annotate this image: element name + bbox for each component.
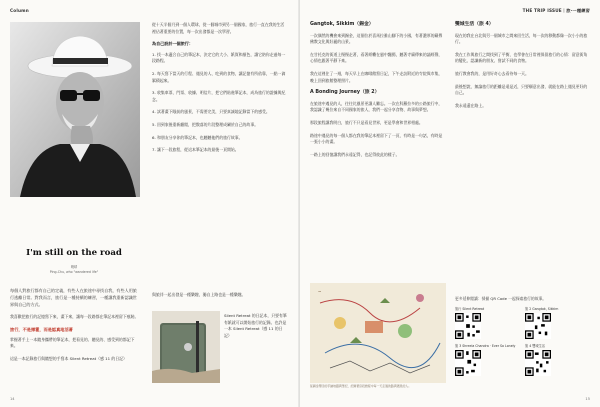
qr-item[interactable] — [455, 306, 515, 339]
body-column-2-bottom — [152, 292, 288, 305]
article-title: I'm still on the road — [26, 248, 122, 258]
list-heading: 為自己設計一個旅行： — [152, 41, 193, 47]
list-item: 7. 讓下一段旅程，從這本筆記本的最後一頁開始。 — [152, 147, 239, 153]
body-paragraph: 我在這裡住了一週，每天早上在咖啡館寫日記，下午走訪附近的寺院與市集，晚上回到旅館整理照片。 — [310, 70, 443, 83]
notebook-photo — [152, 311, 220, 383]
qr-item[interactable] — [525, 306, 585, 339]
body-paragraph: 旅行教會我的，是用好奇心去看待每一天。 — [455, 70, 529, 76]
list-item: 1. 找一本適合自己的筆記本，決定它的大小、紙質和顏色，讓它陪你走過每一段路程。 — [152, 51, 286, 64]
notebook-caption: Silent Retreat 的日記本，只要有筆有紙就可以開始旅行的記錄。也許是一本 Silent Retreat（感 11 的日記） — [224, 313, 287, 338]
page-number: 15 — [585, 397, 590, 401]
body-column-2 — [152, 22, 288, 160]
body-paragraph: 我永遠還在路上。 — [455, 102, 487, 108]
body-paragraph: 最後想說，無論旅行的距離是遠是近，只要願意出發，就能在路上遇見更好的自己。 — [455, 83, 588, 96]
body-paragraph: 一次偶然的機會來到錫金，這個位於喜馬拉雅山腳下的小國，有著濃厚的藏傳佛教文化與壯麗的山景。 — [310, 32, 443, 45]
body-column-4 — [455, 22, 591, 115]
pull-quote: 一路上的回憶讓我們永遠記得，也記得彼此的樣子。 — [310, 151, 400, 157]
list-item: 3. 收集車票、門票、收據、明信片，把它們貼進筆記本，成為旅行的證據與紀念。 — [152, 90, 286, 102]
portrait-photo — [10, 22, 140, 197]
body-paragraph: 我在工作與旅行之間找到了平衡，也學會在日常裡保留旅行的心情：留意街角的變化、認識新的朋友、嘗試不同的食物。 — [455, 51, 588, 64]
list-item: 2. 每天寫下當天的行程、遇見的人、吃到的食物，讓記憶有所依靠，一點一滴累積起來。 — [152, 70, 286, 83]
body-paragraph: 在甘托克的街道上慢慢走著，看著經幡在風中飄揚，聽著寺廟傳來的誦經聲，心情也跟著平靜下來。 — [310, 51, 443, 64]
qr-item[interactable] — [455, 343, 515, 376]
intro-paragraph: 我喜歡把旅行的記憶寫下來，畫下來，讓每一段路都在筆記本裡留下痕跡。 — [10, 314, 139, 320]
qr-code-icon[interactable] — [455, 350, 481, 376]
qr-label: 旅 2 Gangtok, Sikkim — [525, 307, 559, 311]
byline-note: Ping-Chu, who "wandered life" — [49, 269, 99, 274]
page-number: 14 — [10, 397, 15, 401]
list-item: 6. 和朋友分享你的筆記本，也聽聽他們的旅行故事。 — [152, 134, 243, 140]
body-paragraph: 那段旅程讓我明白，旅行不只是看見世界，更是學會和世界相處。 — [310, 119, 423, 125]
intro-paragraph: 每個人對旅行都有自己的定義，有些人在旅途中尋找自我，有些人用旅行逃離日常。對我而言，旅行是一種持續的練習，一種讓我重新認識世界與自己的方式。 — [10, 288, 137, 307]
qr-label: 旅行 Silent Retreat — [455, 307, 485, 311]
list-item: 5. 回到家後重新翻閱，把散落的片段整理成屬於自己的故事。 — [152, 121, 259, 127]
intro-column — [10, 288, 140, 368]
body-paragraph: 路途中遇見的每一個人都在我的筆記本裡留下了一頁，有時是一句話，有時是一張小小的畫。 — [310, 132, 443, 145]
subheading: 旅行，不是揮霍，而是認真地活著 — [10, 326, 73, 332]
qr-label: 旅 3 Shreela Chandra · Ever So Lonely — [455, 344, 516, 348]
qr-label: 旅 4 雙城生活 — [525, 344, 545, 348]
body-paragraph: 掌握著手上一本隨身攜帶的筆記本，把看見的、聽見的、感受到的都記下來。 — [10, 336, 135, 349]
body-paragraph: 現在的我在台北與另一個城市之間來回生活，每一次的移動都像一次小小的旅行。 — [455, 32, 588, 45]
right-page — [300, 0, 600, 407]
section-title: A Bonding Journey（旅 2） — [310, 90, 380, 96]
body-paragraph: 與旅伴一起出發是一種樂趣，獨自上路也是一種樂趣。 — [152, 292, 246, 297]
body-paragraph: 在旅途中遇見的人，往往比風景更讓人難忘。一次在科羅拉多的公路旅行中，我認識了幾位來自不同國家的旅人，我們一起分享食物、故事與夢想。 — [310, 100, 443, 113]
qr-code-icon[interactable] — [455, 313, 481, 339]
list-item: 4. 試著畫下眼前的風景，不需要完美，只要真誠地記錄當下的感受。 — [152, 109, 270, 115]
byline — [14, 265, 134, 274]
qr-code-icon[interactable] — [525, 350, 551, 376]
qr-code-icon[interactable] — [525, 313, 551, 339]
body-column-3 — [310, 22, 446, 164]
issue-header: THE TRIP ISSUE｜旅·一種練習 — [522, 8, 590, 13]
section-title: Gangtok, Sikkim（錫金） — [310, 22, 374, 27]
body-paragraph: 從十天半個月到一個人環球，從一個城市到另一個國家，旅行一直在我的生活裡佔著重要的位置，每一次出發都是一次學習。 — [152, 22, 285, 34]
section-title: 雙城生活（旅 4） — [455, 22, 494, 27]
hand-drawn-map-photo — [310, 283, 446, 383]
qr-intro: 更多延伸閱讀：掃描 QR Code 一起探索旅行的故事。 — [455, 296, 547, 301]
qr-code-block — [455, 296, 591, 380]
body-paragraph: 這是一本記錄旅行與隨想的手寫本 Silent Retreat（感 11 的日記） — [10, 355, 127, 361]
byline-name: 曉晴 — [70, 265, 78, 269]
section-header: Column — [10, 8, 29, 13]
map-caption: 從錫金帶回的手繪地圖與筆記，記錄著這段旅程中每一天走過的路與遇見的人。 — [310, 384, 412, 388]
svg-text:~: ~ — [318, 289, 322, 294]
qr-item[interactable] — [525, 343, 585, 376]
